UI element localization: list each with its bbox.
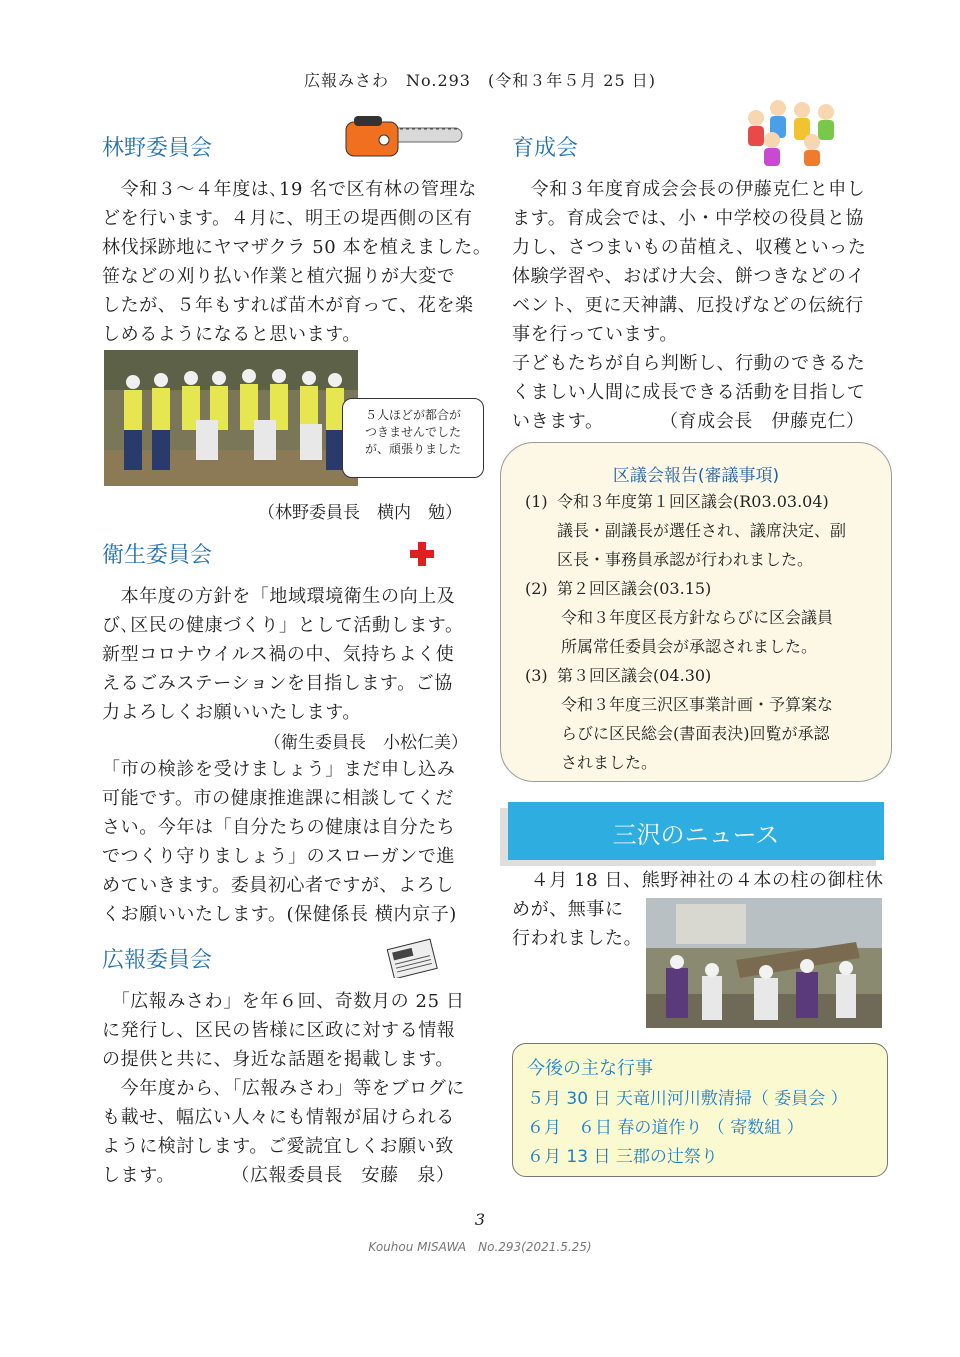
report-item-2-num: (2) (525, 579, 548, 598)
eisei-signature: （衛生委員長 小松仁美） (264, 733, 468, 753)
event-item: ６月 13 日 三郡の辻祭り (527, 1147, 718, 1167)
upcoming-events-box (512, 1043, 888, 1177)
ikusei-title: 育成会 (512, 136, 579, 161)
eisei-body2: 「市の検診を受けましょう」まだ申し込み 可能です。市の健康推進課に相談してくだ さい。今年は「自分たちの健康は自分たち でつくり守りましょう」のスローガンで進 めていきます。委員初心者ですが、よろし くお願いいたします。(保健係長 横内京子) (102, 759, 457, 925)
news-line1: ４月 18 日、熊野神社の４本の柱の御柱休 (512, 870, 884, 891)
children-icon (742, 96, 846, 168)
kouhou-title: 広報委員会 (102, 948, 213, 973)
news-title: 三沢のニュース (612, 821, 780, 849)
event-item: ６月 ６日 春の道作り （ 寄数組 ） (527, 1118, 804, 1138)
newspaper-icon (384, 938, 440, 978)
report-item-1-num: (1) (525, 492, 548, 511)
red-cross-icon (408, 540, 436, 568)
ringyo-title: 林野委員会 (102, 136, 213, 161)
report-item-3-detail: 令和３年度三沢区事業計画・予算案な らびに区民総会(書面表決)回覧が承認 されました。 (561, 695, 834, 772)
kouhou-body: 「広報みさわ」を年６回、奇数月の 25 日 に発行し、区民の皆様に区政に対する情報 の提供と共に、身近な話題を掲載します。 今年度から､「広報みさわ」等をブログに も載せ、幅広い人々にも情報が届けられる ように検討します。ご愛読宜しくお願い致 します。 （広報委員長 安藤 泉） (102, 991, 465, 1186)
report-item-1-detail: 議長・副議長が選任され、議席決定、副 区長・事務員承認が行われました。 (557, 521, 846, 569)
ringyo-signature: （林野委員長 横内 勉） (258, 503, 462, 523)
report-item-3-head: 第３回区議会(04.30) (557, 666, 712, 685)
news-line3: 行われました。 (512, 928, 643, 949)
eisei-body: 本年度の方針を「地域環境衛生の向上及 び､区民の健康づくり」として活動します。 新型コロナウイルス禍の中、気持ちよく使 えるごみステーションを目指します。ご協 力よろしくお願いいたします。 (102, 586, 464, 723)
forestry-team-photo (104, 350, 358, 486)
event-item: ５月 30 日 天竜川河川敷清掃（ 委員会 ） (527, 1089, 848, 1109)
news-line2: めが、無事に (512, 899, 624, 920)
ikusei-body: 令和３年度育成会会長の伊藤克仁と申し ます。育成会では、小・中学校の役員と協 力し、さつまいもの苗植え、収穫といった 体験学習や、おばけ大会、餅つきなどのイ ベント、更に天神講、厄投げなどの伝統行 事を行っています。 子どもたちが自ら判断し、行動のできるた くましい人間に成長できる活動を目指して いきます。 （育成会長 伊藤克仁） (512, 179, 867, 432)
photo-callout: ５人ほどが都合が つきませんでした が、頑張りました (342, 398, 484, 478)
report-title: 区議会報告(審議事項) (612, 466, 780, 486)
report-item-3-num: (3) (525, 666, 548, 685)
events-title: 今後の主な行事 (527, 1058, 653, 1079)
council-report-box (500, 442, 892, 782)
news-banner (508, 802, 884, 860)
report-item-1-head: 令和３年度第１回区議会(R03.03.04) (557, 492, 829, 511)
ringyo-body: 令和３〜４年度は､19 名で区有林の管理な どを行います。４月に、明王の堤西側の区有 林伐採跡地にヤマザクラ 50 本を植えました。 笹などの刈り払い作業と植穴掘りが大変で したが、５年もすれば苗木が育って、花を楽 しめるようになると思います。 (102, 179, 492, 345)
eisei-title: 衛生委員会 (102, 543, 213, 568)
footer-caption: Kouhou MISAWA No.293(2021.5.25) (368, 1240, 592, 1254)
report-item-2-detail: 令和３年度区長方針ならびに区会議員 所属常任委員会が承認されました。 (561, 608, 834, 656)
report-item-2-head: 第２回区議会(03.15) (557, 579, 712, 598)
page-number: 3 (474, 1210, 486, 1229)
page-header: 広報みさわ No.293 (令和３年５月 25 日) (304, 71, 656, 90)
shrine-pillar-photo (646, 898, 882, 1028)
chainsaw-icon (340, 112, 466, 168)
